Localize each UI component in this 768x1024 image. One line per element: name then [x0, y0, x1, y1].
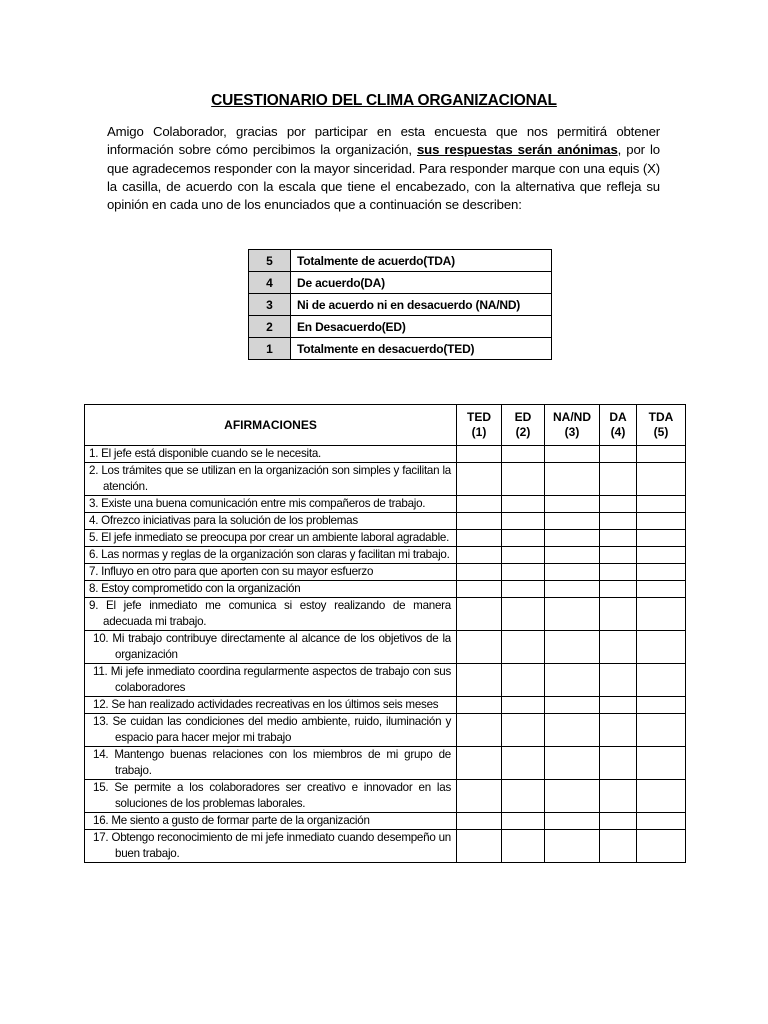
answer-cell-ed[interactable]: [502, 581, 545, 598]
answer-cell-tda[interactable]: [637, 496, 686, 513]
answer-cell-tda[interactable]: [637, 830, 686, 863]
statement-text: 17. Obtengo reconocimiento de mi jefe inmediato cuando desempeño un buen trabajo.: [85, 830, 457, 863]
answer-cell-na-nd[interactable]: [545, 631, 600, 664]
answer-cell-ed[interactable]: [502, 530, 545, 547]
statement-text: 1. El jefe está disponible cuando se le necesita.: [85, 446, 457, 463]
scale-row: [249, 294, 552, 316]
table-row: [85, 830, 686, 863]
table-row: [85, 496, 686, 513]
scale-row: [249, 272, 552, 294]
answer-cell-na-nd[interactable]: [545, 697, 600, 714]
scale-row: [249, 338, 552, 360]
intro-text-part1: Amigo Colaborador, gracias por participar en esta encuesta que nos permitirá obtener información sobre cómo percibimos la organización,: [107, 124, 660, 158]
statement-text: 16. Me siento a gusto de formar parte de la organización: [85, 813, 457, 830]
answer-cell-ted[interactable]: [457, 496, 502, 513]
answer-cell-da[interactable]: [600, 547, 637, 564]
answer-cell-tda[interactable]: [637, 530, 686, 547]
scale-label: Totalmente de acuerdo(TDA): [291, 250, 552, 272]
answer-cell-ed[interactable]: [502, 747, 545, 780]
affirmations-header: AFIRMACIONES: [85, 405, 457, 446]
answer-cell-na-nd[interactable]: [545, 513, 600, 530]
answer-cell-ted[interactable]: [457, 697, 502, 714]
table-row: [85, 714, 686, 747]
scale-value: 3: [249, 294, 291, 316]
table-row: [85, 747, 686, 780]
answer-cell-tda[interactable]: [637, 664, 686, 697]
answer-cell-ted[interactable]: [457, 446, 502, 463]
answer-cell-ed[interactable]: [502, 446, 545, 463]
statement-text: 13. Se cuidan las condiciones del medio ambiente, ruido, iluminación y espacio para hacer mejor mi trabajo: [85, 714, 457, 747]
answer-cell-tda[interactable]: [637, 813, 686, 830]
answer-cell-na-nd[interactable]: [545, 780, 600, 813]
answer-cell-tda[interactable]: [637, 446, 686, 463]
answer-cell-tda[interactable]: [637, 598, 686, 631]
column-abbr: DA: [609, 410, 627, 424]
answer-cell-da[interactable]: [600, 581, 637, 598]
answer-cell-ted[interactable]: [457, 547, 502, 564]
table-row: [85, 664, 686, 697]
answer-cell-tda[interactable]: [637, 714, 686, 747]
answer-cell-ed[interactable]: [502, 496, 545, 513]
statement-text: 7. Influyo en otro para que aporten con su mayor esfuerzo: [85, 564, 457, 581]
answer-cell-da[interactable]: [600, 813, 637, 830]
table-row: [85, 564, 686, 581]
column-number: (1): [471, 425, 487, 439]
answer-cell-na-nd[interactable]: [545, 496, 600, 513]
answer-cell-ted[interactable]: [457, 513, 502, 530]
statement-text: 6. Las normas y reglas de la organización son claras y facilitan mi trabajo.: [85, 547, 457, 564]
answer-cell-ted[interactable]: [457, 530, 502, 547]
table-row: [85, 631, 686, 664]
table-row: [85, 547, 686, 564]
rating-scale-table: [248, 249, 552, 360]
answer-cell-da[interactable]: [600, 697, 637, 714]
answer-cell-na-nd[interactable]: [545, 747, 600, 780]
answer-cell-da[interactable]: [600, 747, 637, 780]
answer-cell-na-nd[interactable]: [545, 664, 600, 697]
answer-cell-ted[interactable]: [457, 631, 502, 664]
answer-cell-da[interactable]: [600, 496, 637, 513]
answer-cell-na-nd[interactable]: [545, 530, 600, 547]
statement-text: 4. Ofrezco iniciativas para la solución de los problemas: [85, 513, 457, 530]
answer-cell-tda[interactable]: [637, 631, 686, 664]
answer-cell-tda[interactable]: [637, 513, 686, 530]
scale-value: 1: [249, 338, 291, 360]
answer-cell-ed[interactable]: [502, 664, 545, 697]
statement-text: 11. Mi jefe inmediato coordina regularmente aspectos de trabajo con sus colaboradores: [85, 664, 457, 697]
intro-anonymous-note: sus respuestas serán anónimas: [416, 142, 618, 158]
answer-cell-na-nd[interactable]: [545, 813, 600, 830]
answer-cell-ted[interactable]: [457, 598, 502, 631]
table-row: [85, 581, 686, 598]
answer-cell-da[interactable]: [600, 664, 637, 697]
answer-cell-da[interactable]: [600, 714, 637, 747]
table-row: [85, 446, 686, 463]
answer-cell-ted[interactable]: [457, 747, 502, 780]
column-number: (5): [653, 425, 669, 439]
answer-cell-ed[interactable]: [502, 564, 545, 581]
column-header-tda: [637, 405, 686, 446]
answer-cell-da[interactable]: [600, 446, 637, 463]
column-header-da: [600, 405, 637, 446]
answer-cell-na-nd[interactable]: [545, 564, 600, 581]
answer-cell-ted[interactable]: [457, 463, 502, 496]
answer-cell-ted[interactable]: [457, 830, 502, 863]
answer-cell-da[interactable]: [600, 598, 637, 631]
scale-row: [249, 316, 552, 338]
answer-cell-ed[interactable]: [502, 463, 545, 496]
intro-paragraph: [107, 123, 660, 214]
answer-cell-ted[interactable]: [457, 581, 502, 598]
answer-cell-ted[interactable]: [457, 813, 502, 830]
statement-text: 5. El jefe inmediato se preocupa por crear un ambiente laboral agradable.: [85, 530, 457, 547]
answer-cell-na-nd[interactable]: [545, 598, 600, 631]
table-row: [85, 780, 686, 813]
answer-cell-ted[interactable]: [457, 780, 502, 813]
table-row: [85, 513, 686, 530]
answer-cell-ed[interactable]: [502, 813, 545, 830]
statement-text: 12. Se han realizado actividades recreativas en los últimos seis meses: [85, 697, 457, 714]
answer-cell-na-nd[interactable]: [545, 463, 600, 496]
survey-table: [84, 404, 686, 863]
column-number: (2): [515, 425, 531, 439]
answer-cell-da[interactable]: [600, 513, 637, 530]
answer-cell-na-nd[interactable]: [545, 581, 600, 598]
column-abbr: ED: [514, 410, 532, 424]
column-abbr: TED: [467, 410, 491, 424]
table-row: [85, 530, 686, 547]
document-title: CUESTIONARIO DEL CLIMA ORGANIZACIONAL: [211, 92, 557, 109]
statement-text: 10. Mi trabajo contribuye directamente al alcance de los objetivos de la organización: [85, 631, 457, 664]
answer-cell-ed[interactable]: [502, 714, 545, 747]
survey-header-row: [85, 405, 686, 446]
answer-cell-na-nd[interactable]: [545, 446, 600, 463]
answer-cell-da[interactable]: [600, 564, 637, 581]
column-header-ted: [457, 405, 502, 446]
scale-label: Totalmente en desacuerdo(TED): [291, 338, 552, 360]
scale-value: 2: [249, 316, 291, 338]
answer-cell-da[interactable]: [600, 780, 637, 813]
intro-text-part2: , por lo que agradecemos responder con la mayor sinceridad. Para responder marque con una equis (X) la casilla, de acuerdo con la escala que tiene el encabezado, con la alternativa que refleja su opinión en cada uno de los enunciados que a continuación se describen:: [107, 142, 660, 213]
answer-cell-na-nd[interactable]: [545, 830, 600, 863]
scale-value: 4: [249, 272, 291, 294]
answer-cell-na-nd[interactable]: [545, 714, 600, 747]
answer-cell-tda[interactable]: [637, 780, 686, 813]
statement-text: 15. Se permite a los colaboradores ser creativo e innovador en las soluciones de los problemas laborales.: [85, 780, 457, 813]
scale-label: En Desacuerdo(ED): [291, 316, 552, 338]
answer-cell-tda[interactable]: [637, 463, 686, 496]
answer-cell-ed[interactable]: [502, 697, 545, 714]
table-row: [85, 598, 686, 631]
answer-cell-da[interactable]: [600, 830, 637, 863]
scale-row: [249, 250, 552, 272]
answer-cell-ted[interactable]: [457, 564, 502, 581]
column-number: (3): [564, 425, 580, 439]
answer-cell-da[interactable]: [600, 530, 637, 547]
answer-cell-tda[interactable]: [637, 564, 686, 581]
answer-cell-ed[interactable]: [502, 631, 545, 664]
answer-cell-da[interactable]: [600, 463, 637, 496]
answer-cell-ed[interactable]: [502, 513, 545, 530]
answer-cell-ted[interactable]: [457, 714, 502, 747]
answer-cell-ted[interactable]: [457, 664, 502, 697]
statement-text: 2. Los trámites que se utilizan en la organización son simples y facilitan la atención.: [85, 463, 457, 496]
table-row: [85, 697, 686, 714]
column-abbr: TDA: [648, 410, 674, 424]
column-header-na-nd: [545, 405, 600, 446]
survey-body: [85, 446, 686, 863]
column-abbr: NA/ND: [553, 410, 591, 424]
answer-cell-ed[interactable]: [502, 547, 545, 564]
statement-text: 3. Existe una buena comunicación entre mis compañeros de trabajo.: [85, 496, 457, 513]
table-row: [85, 463, 686, 496]
answer-cell-tda[interactable]: [637, 581, 686, 598]
statement-text: 14. Mantengo buenas relaciones con los miembros de mi grupo de trabajo.: [85, 747, 457, 780]
answer-cell-ed[interactable]: [502, 598, 545, 631]
column-header-ed: [502, 405, 545, 446]
scale-label: De acuerdo(DA): [291, 272, 552, 294]
answer-cell-na-nd[interactable]: [545, 547, 600, 564]
table-row: [85, 813, 686, 830]
column-number: (4): [610, 425, 626, 439]
scale-value: 5: [249, 250, 291, 272]
answer-cell-ed[interactable]: [502, 830, 545, 863]
scale-label: Ni de acuerdo ni en desacuerdo (NA/ND): [291, 294, 552, 316]
answer-cell-tda[interactable]: [637, 747, 686, 780]
answer-cell-da[interactable]: [600, 631, 637, 664]
answer-cell-ed[interactable]: [502, 780, 545, 813]
statement-text: 9. El jefe inmediato me comunica si estoy realizando de manera adecuada mi trabajo.: [85, 598, 457, 631]
answer-cell-tda[interactable]: [637, 697, 686, 714]
statement-text: 8. Estoy comprometido con la organización: [85, 581, 457, 598]
answer-cell-tda[interactable]: [637, 547, 686, 564]
